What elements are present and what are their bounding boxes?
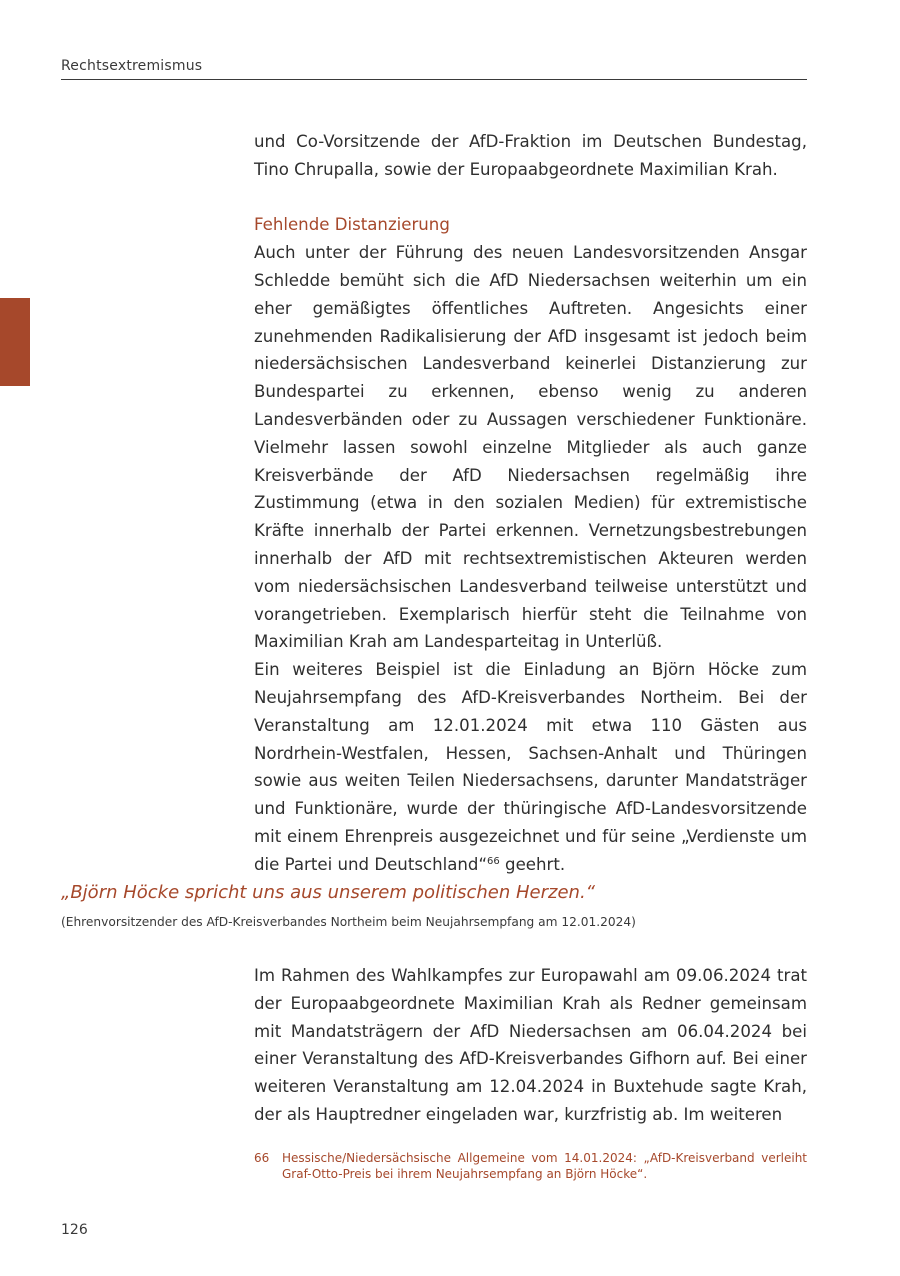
- body-paragraph-1: Auch unter der Führung des neuen Landesvorsitzenden Ansgar Schledde bemüht sich die AfD Niedersachsen weiterhin um ein eher gemäßigtes öffentliches Auftreten. Angesichts einer zunehmenden Radikalisierung der AfD insgesamt ist jedoch beim niedersächsischen Landesverband keinerlei Distanzierung zur Bundespartei zu erkennen, ebenso wenig zu anderen Landesverbänden oder zu Aussagen verschiedener Funktionäre. Vielmehr lassen sowohl einzelne Mitglieder als auch ganze Kreisverbände der AfD Niedersachsen regelmäßig ihre Zustimmung (etwa in den sozialen Medien) für extremistische Kräfte innerhalb der Partei erkennen. Vernetzungsbestrebungen innerhalb der AfD mit rechtsextremistischen Akteuren werden vom niedersächsischen Landesverband teilweise unterstützt und vorangetrieben. Exemplarisch hierfür steht die Teilnahme von Maximilian Krah am Landesparteitag in Unterlüß.: [254, 243, 807, 652]
- body-paragraph-2-text: Ein weiteres Beispiel ist die Einladung an Björn Höcke zum Neujahrsempfang des AfD-Kreisverbandes Northeim. Bei der Veranstaltung am 12.01.2024 mit etwa 110 Gästen aus Nordrhein-Westfalen, Hessen, Sachsen-Anhalt und Thüringen sowie aus weiten Teilen Niedersachsens, darunter Mandatsträger und Funktionäre, wurde der thüringische AfD-Landesvorsitzende mit einem Ehrenpreis ausgezeichnet und für seine „Verdienste um die Partei und Deutschland“: [254, 660, 807, 874]
- footnote-text: Hessische/Niedersächsische Allgemeine vom 14.01.2024: „AfD-Kreisverband verleiht Graf-Otto-Preis bei ihrem Neujahrsempfang an Björn Höcke“.: [282, 1151, 807, 1181]
- body-paragraph-3: Im Rahmen des Wahlkampfes zur Europawahl am 09.06.2024 trat der Europaabgeordnete Maximilian Krah als Redner gemeinsam mit Mandatsträgern der AfD Niedersachsen am 06.04.2024 bei einer Veranstaltung des AfD-Kreisverbandes Gifhorn auf. Bei einer weiteren Veranstaltung am 12.04.2024 in Buxtehude sagte Krah, der als Hauptredner eingeladen war, kurzfristig ab. Im weiteren: [254, 966, 807, 1124]
- main-column-upper: [254, 128, 807, 879]
- page-number: 126: [61, 1222, 88, 1238]
- pull-quote-source: (Ehrenvorsitzender des AfD-Kreisverbandes Northeim beim Neujahrsempfang am 12.01.2024): [61, 915, 636, 929]
- footnote-reference[interactable]: 66: [487, 855, 500, 867]
- pull-quote: „Björn Höcke spricht uns aus unserem politischen Herzen.“: [61, 882, 595, 903]
- body-paragraph-2-end: geehrt.: [499, 854, 566, 874]
- footnote: [254, 1150, 807, 1182]
- main-column-lower: [254, 962, 807, 1129]
- intro-paragraph: und Co-Vorsitzende der AfD-Fraktion im Deutschen Bundestag, Tino Chrupalla, sowie der Europaabgeordnete Maximilian Krah.: [254, 132, 807, 179]
- running-head: Rechtsextremismus: [61, 58, 807, 80]
- chapter-side-tab: [0, 298, 30, 386]
- footnote-number: 66: [254, 1151, 270, 1165]
- paragraph-gap: [254, 184, 807, 212]
- body-paragraph-2: [254, 656, 807, 878]
- section-subheading: Fehlende Distanzierung: [254, 215, 450, 235]
